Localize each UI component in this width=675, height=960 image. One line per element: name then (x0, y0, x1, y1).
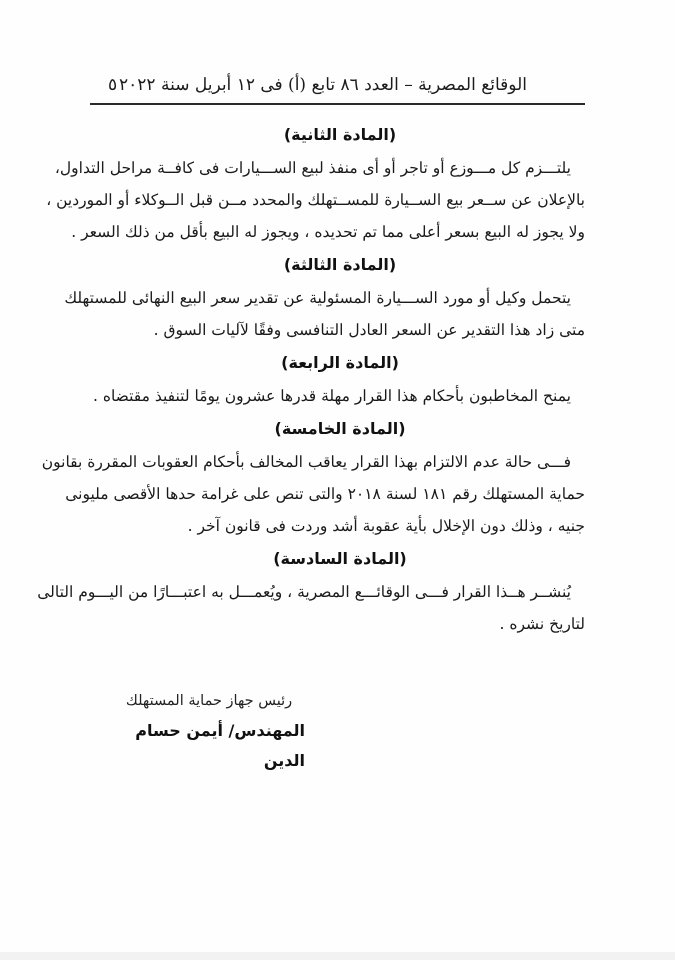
article-paragraph (41, 446, 585, 542)
text-line: يُنشــر هــذا القرار فـــى الوقائـــع المصرية ، ويُعمـــل به اعتبـــارًا من اليـــوم التالى (37, 583, 571, 601)
text-line: فـــى حالة عدم الالتزام بهذا القرار يعاقب المخالف بأحكام العقوبات المقررة بقانون (41, 453, 571, 471)
text-line: يلتـــزم كل مـــوزع أو تاجر أو أى منفذ لبيع الســـيارات فى كافــة مراحل التداول، (54, 159, 571, 177)
header-title: الوقائع المصرية – العدد ٨٦ تابع (أ) فى ١٢ أبريل سنة ٢٠٢٢ (119, 75, 527, 95)
article-title: (المادة الثانية) (283, 125, 397, 144)
article-title: (المادة الخامسة) (274, 419, 406, 438)
header-divider (90, 103, 585, 105)
article-title: (المادة السادسة) (273, 549, 407, 568)
article-6 (37, 542, 585, 640)
page-number: ٥ (108, 75, 118, 95)
article-paragraph (64, 282, 585, 346)
signature-block (95, 686, 305, 776)
text-line: حماية المستهلك رقم ١٨١ لسنة ٢٠١٨ والتى تنص على غرامة حدها الأقصى مليونى (65, 485, 585, 503)
text-line: جنيه ، وذلك دون الإخلال بأية عقوبة أشد وردت فى قانون آخر . (187, 517, 585, 535)
text-line: بالإعلان عن ســعر بيع الســيارة للمســتهلك والمحدد مــن قبل الــوكلاء أو الموردين ، (46, 191, 585, 209)
article-4 (92, 346, 585, 412)
text-line: متى زاد هذا التقدير عن السعر العادل التنافسى وفقًا لآليات السوق . (153, 321, 585, 339)
running-header (90, 72, 585, 98)
page-bottom-edge (0, 952, 675, 960)
text-line: يمنح المخاطبون بأحكام هذا القرار مهلة قدرها عشرون يومًا لتنفيذ مقتضاه . (92, 387, 571, 405)
article-3 (64, 248, 585, 346)
article-paragraph (37, 576, 585, 640)
signatory-name: المهندس/ أيمن حسام الدين (135, 721, 305, 770)
article-paragraph (46, 152, 585, 248)
article-2 (46, 118, 585, 248)
document-body (37, 118, 585, 640)
article-title: (المادة الثالثة) (283, 255, 397, 274)
article-paragraph (92, 380, 585, 412)
text-line: لتاريخ نشره . (499, 615, 585, 633)
text-line: يتحمل وكيل أو مورد الســـيارة المسئولية عن تقدير سعر البيع النهائى للمستهلك (64, 289, 571, 307)
article-title: (المادة الرابعة) (281, 353, 399, 372)
text-line: ولا يجوز له البيع بسعر أعلى مما تم تحديده ، ويجوز له البيع بأقل من ذلك السعر . (71, 223, 585, 241)
article-5 (41, 412, 585, 542)
signatory-title: رئيس جهاز حماية المستهلك (125, 693, 293, 709)
